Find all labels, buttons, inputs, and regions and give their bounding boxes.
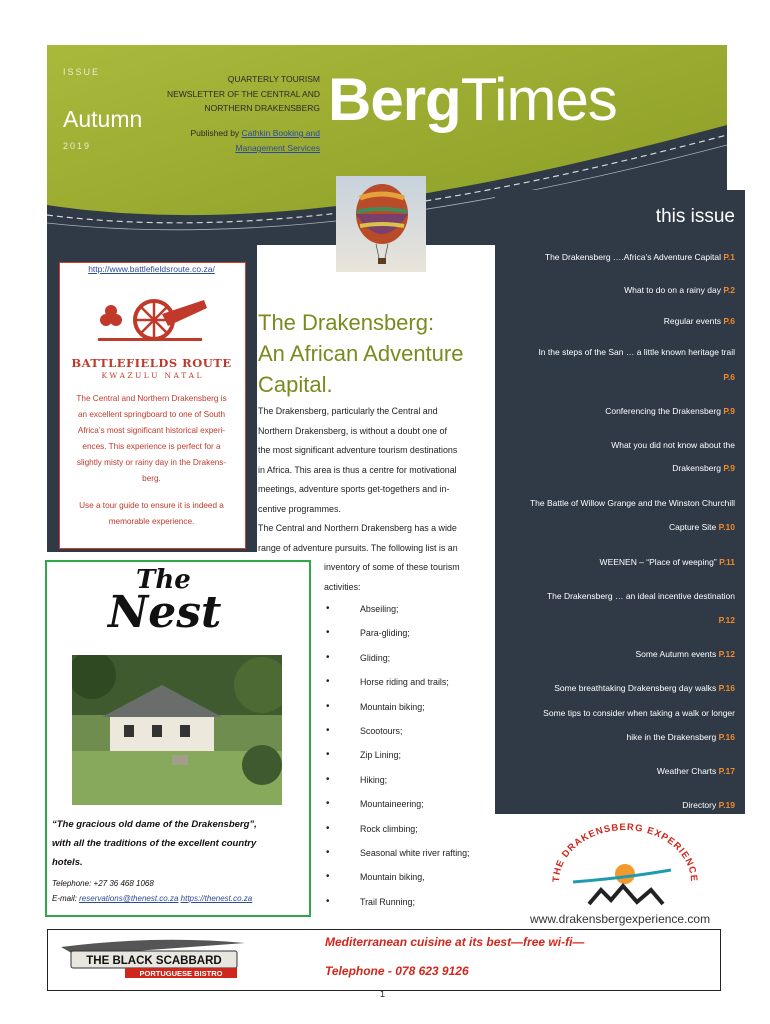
list-item: • Mountaineering; [324,792,470,816]
masthead-regular: Times [460,66,617,133]
header-swoosh-end [0,240,47,246]
toc-item[interactable]: Conferencing the Drakensberg P.9 [605,406,735,416]
toc-item[interactable]: P.12 [718,615,735,625]
svg-text:PORTUGUESE BISTRO: PORTUGUESE BISTRO [139,969,223,978]
toc-item[interactable]: Weather Charts P.17 [656,766,735,776]
list-item: • Mountain biking, [324,865,470,889]
nest-email-link[interactable]: reservations@thenest.co.za [79,894,179,903]
tagline-line: NEWSLETTER OF THE CENTRAL AND [166,88,320,99]
toc-item[interactable]: In the steps of the San … a little known heritage trail [538,347,735,357]
telephone-label: Telephone: [52,879,92,888]
battlefields-link[interactable]: http://www.battlefieldsroute.co.za/ [88,264,215,274]
nest-quote: “The gracious old dame of the Drakensberg”, with all the traditions of the excellent country hotels. [52,819,257,868]
nest-telephone: +27 36 468 1068 [93,879,154,888]
battlefields-logo-sub: K W A Z U L U N A T A L [101,371,202,380]
nest-contact [52,876,307,906]
published-prefix: Published by [190,128,242,138]
list-item: • Hiking; [324,768,470,792]
toc-item[interactable]: hike in the Drakensberg P.16 [626,732,735,742]
ad-tagline: Mediterranean cuisine at its best—free wi-fi— [325,935,585,949]
toc-item[interactable]: Some Autumn events P.12 [635,649,735,659]
toc-item[interactable]: Capture Site P.10 [668,522,735,532]
issue-season: Autumn [63,106,143,132]
issue-year: 2019 [63,141,92,151]
nest-logo: The Nest [108,565,222,638]
toc-title: this issue [655,206,735,227]
toc-item[interactable]: Regular events P.6 [663,316,735,326]
masthead-bold: Berg [328,66,461,133]
email-label: E-mail: [52,894,77,903]
list-item: • Horse riding and trails; [324,670,470,694]
publisher-link[interactable]: Cathkin Booking and [241,128,320,138]
article-title: The Drakensberg: An African Adventure Capital. [258,310,464,397]
toc-item[interactable]: P.6 [723,372,735,382]
nest-website-link[interactable]: https://thenest.co.za [180,894,253,903]
list-item: • Para-gliding; [324,621,470,645]
cannon-logo-icon [92,290,212,356]
activities-list [324,597,470,914]
toc-item[interactable]: Some tips to consider when taking a walk or longer [543,708,735,718]
svg-text:THE DRAKENSBERG EXPERIENCE: THE DRAKENSBERG EXPERIENCE [550,821,700,883]
publisher-credit [150,126,320,156]
ad-telephone: Telephone - 078 623 9126 [325,964,469,978]
issue-label: ISSUE [63,67,101,77]
list-item: • Rock climbing; [324,817,470,841]
list-item: • Seasonal white river rafting; [324,841,470,865]
hot-air-balloon-photo [336,176,426,272]
list-item: • Mountain biking; [324,695,470,719]
black-scabbard-logo [55,933,250,983]
toc-item[interactable]: Some breathtaking Drakensberg day walks P.16 [554,683,735,693]
tagline-line: NORTHERN DRAKENSBERG [204,103,320,113]
newsletter-tagline [150,72,320,116]
toc-item[interactable]: WEENEN – “Place of weeping” P.11 [599,557,735,567]
page-number: 1 [380,989,386,999]
drakensberg-experience-url[interactable]: www.drakensbergexperience.com [530,912,711,926]
list-item: • Scootours; [324,719,470,743]
drakensberg-experience-logo [545,820,705,912]
publisher-link-2[interactable]: Management Services [235,143,320,153]
list-item: • Gliding; [324,646,470,670]
article-body: The Drakensberg, particularly the Central and Northern Drakensberg, is without a doubt one of the most significant adventure tourism destinations in Africa. This area is thus a centre for motivational meetings, adventure sports get-togethers and in- centive programmes. The Central and Northern Drakensberg has a wide range of adventure pursuits. The following list is an [258,406,458,553]
nest-hotel-photo [72,655,282,805]
svg-text:THE BLACK SCABBARD: THE BLACK SCABBARD [86,955,222,967]
toc-item[interactable]: What to do on a rainy day P.2 [624,285,735,295]
toc-item[interactable]: Drakensberg P.9 [672,463,735,473]
toc-item[interactable]: The Drakensberg … an ideal incentive destination [546,591,735,601]
masthead-title [328,64,617,136]
toc-item[interactable]: The Battle of Willow Grange and the Winston Churchill [529,498,735,508]
list-item: • Trail Running; [324,890,470,914]
battlefields-logo-title: BATTLEFIELDS ROUTE [71,356,232,370]
toc-item[interactable]: The Drakensberg ….Africa’s Adventure Capital P.1 [544,252,735,262]
tagline-line: QUARTERLY TOURISM [227,74,320,84]
battlefields-paragraph: The Central and Northern Drakensberg is an excellent springboard to one of South Africa’s most significant historical experi- ences. This experience is perfect for a slightly misty or rainy day in the Drakens- berg. [76,394,227,483]
toc-item[interactable]: Directory P.19 [682,800,735,810]
list-item: • Zip Lining; [324,743,470,767]
article-body-cont: inventory of some of these tourism activities: [324,562,460,592]
list-item: • Abseiling; [324,597,470,621]
toc-item[interactable]: What you did not know about the [611,440,735,450]
battlefields-tip: Use a tour guide to ensure it is indeed a memorable experience. [79,501,224,526]
